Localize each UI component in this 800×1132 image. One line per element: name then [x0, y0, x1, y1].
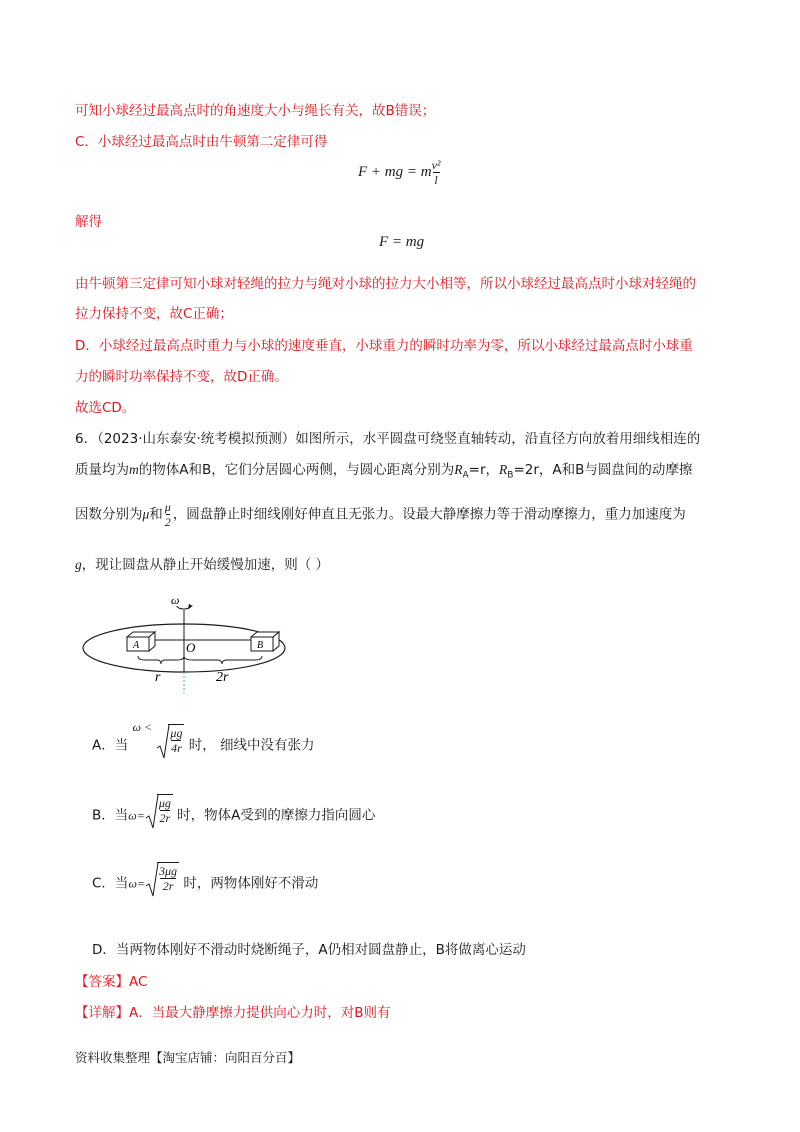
option-d: D．当两物体刚好不滑动时烧断绳子，A仍相对圆盘静止，B将做离心运动	[92, 942, 526, 958]
question-line-4	[75, 553, 329, 573]
answer-line	[75, 970, 147, 990]
option-a-num: μg	[170, 726, 183, 740]
solution-c-line2: 拉力保持不变，故C正确；	[75, 306, 233, 322]
q-text: ，圆盘静止时细线刚好伸直且无张力。设最大静摩擦力等于滑动摩擦力，重力加速度为	[172, 506, 686, 523]
option-c-num: 3μg	[159, 864, 178, 878]
radius-a-value: =r，	[468, 462, 500, 478]
detail-line	[75, 1001, 391, 1021]
detail-text: A．当最大静摩擦力提供向心力时，对B则有	[129, 1005, 391, 1021]
option-c-suffix: 时，两物体刚好不滑动	[183, 875, 319, 892]
option-a-sqrt	[156, 724, 184, 755]
g-symbol: g	[75, 557, 82, 572]
option-b-sqrt	[145, 794, 173, 825]
option-c-prefix: C．当	[92, 875, 129, 892]
option-b-prefix: B．当	[92, 807, 129, 824]
option-c-sqrt	[145, 862, 179, 893]
mu-half-num: μ	[164, 500, 171, 514]
option-b-num: μg	[158, 796, 171, 810]
mu-half-den: 2	[164, 515, 171, 529]
label-2r: 2r	[216, 670, 229, 685]
option-b-condition: ω=	[128, 808, 145, 823]
eq1-denominator: l	[434, 173, 438, 187]
solution-c-intro: C．小球经过最高点时由牛顿第二定律可得	[75, 134, 328, 150]
eq1-left: F + mg = m	[358, 163, 432, 180]
answer-choice: 故选CD。	[75, 400, 136, 416]
option-a-den: 4r	[171, 741, 182, 755]
block-b	[251, 632, 279, 651]
solution-d-line1: D．小球经过最高点时重力与小球的速度垂直，小球重力的瞬时功率为零，所以小球经过最高点时小球重	[75, 338, 693, 354]
option-b	[92, 796, 376, 831]
option-b-den: 2r	[159, 811, 171, 825]
mu-symbol: μ	[142, 506, 150, 522]
q-text: ，现让圆盘从静止开始缓慢加速，则（ ）	[81, 557, 330, 573]
radius-b-sub: B	[507, 470, 514, 481]
block-a	[127, 632, 155, 651]
option-c	[92, 864, 319, 899]
rotating-disc-diagram	[75, 588, 295, 698]
radius-a-sub: A	[462, 470, 469, 481]
radius-a-symbol: R	[454, 462, 463, 477]
option-c-den: 2r	[162, 879, 174, 893]
eq1-numerator: v²	[431, 158, 441, 172]
radius-b-value: =2r，A和B与圆盘间的动摩擦	[513, 462, 693, 478]
center-o-label: O	[186, 640, 196, 655]
mass-symbol: m	[129, 462, 139, 477]
brace-r	[138, 656, 184, 664]
page-footer: 资料收集整理【淘宝店铺：向阳百分百】	[75, 1050, 301, 1065]
q-text: 和	[149, 506, 163, 523]
q-text: 因数分别为	[75, 506, 143, 523]
question-line-1: 6．（2023·山东泰安·统考模拟预测）如图所示，水平圆盘可绕竖直轴转动，沿直径方向放着用细线相连的	[75, 431, 701, 447]
detail-tag: 【详解】	[75, 1005, 129, 1021]
block-a-label: A	[133, 640, 140, 651]
brace-2r	[184, 656, 262, 664]
solve-label: 解得	[75, 214, 102, 230]
option-c-condition: ω=	[128, 876, 146, 891]
equation-result: F = mg	[379, 234, 425, 250]
omega-label: ω	[171, 593, 180, 607]
mu-half-fraction	[165, 500, 171, 529]
question-line-2	[75, 458, 692, 481]
option-b-suffix: 时，物体A受到的摩擦力指向圆心	[177, 807, 376, 824]
solution-c-line1: 由牛顿第三定律可知小球对轻绳的拉力与绳对小球的拉力大小相等，所以小球经过最高点时小球对轻绳的	[75, 276, 696, 292]
option-a	[92, 720, 315, 761]
option-a-prefix: A．当	[92, 737, 129, 754]
answer-tag: 【答案】	[75, 974, 129, 990]
label-r: r	[155, 670, 161, 685]
equation-newton-second	[358, 158, 441, 187]
option-a-condition: ω <	[132, 720, 153, 734]
radius-b-symbol: R	[499, 462, 508, 477]
q-text: 质量均为	[75, 462, 129, 478]
q-text: 的物体A和B，它们分居圆心两侧，与圆心距离分别为	[138, 462, 455, 478]
answer-value: AC	[129, 974, 148, 990]
solution-b-conclusion: 可知小球经过最高点时的角速度大小与绳长有关，故B错误；	[75, 103, 436, 119]
solution-d-line2: 力的瞬时功率保持不变，故D正确。	[75, 369, 288, 385]
eq1-fraction	[432, 158, 441, 187]
option-a-suffix: 时， 细线中没有张力	[188, 737, 315, 754]
block-b-label: B	[257, 640, 264, 651]
question-line-3	[75, 500, 686, 529]
